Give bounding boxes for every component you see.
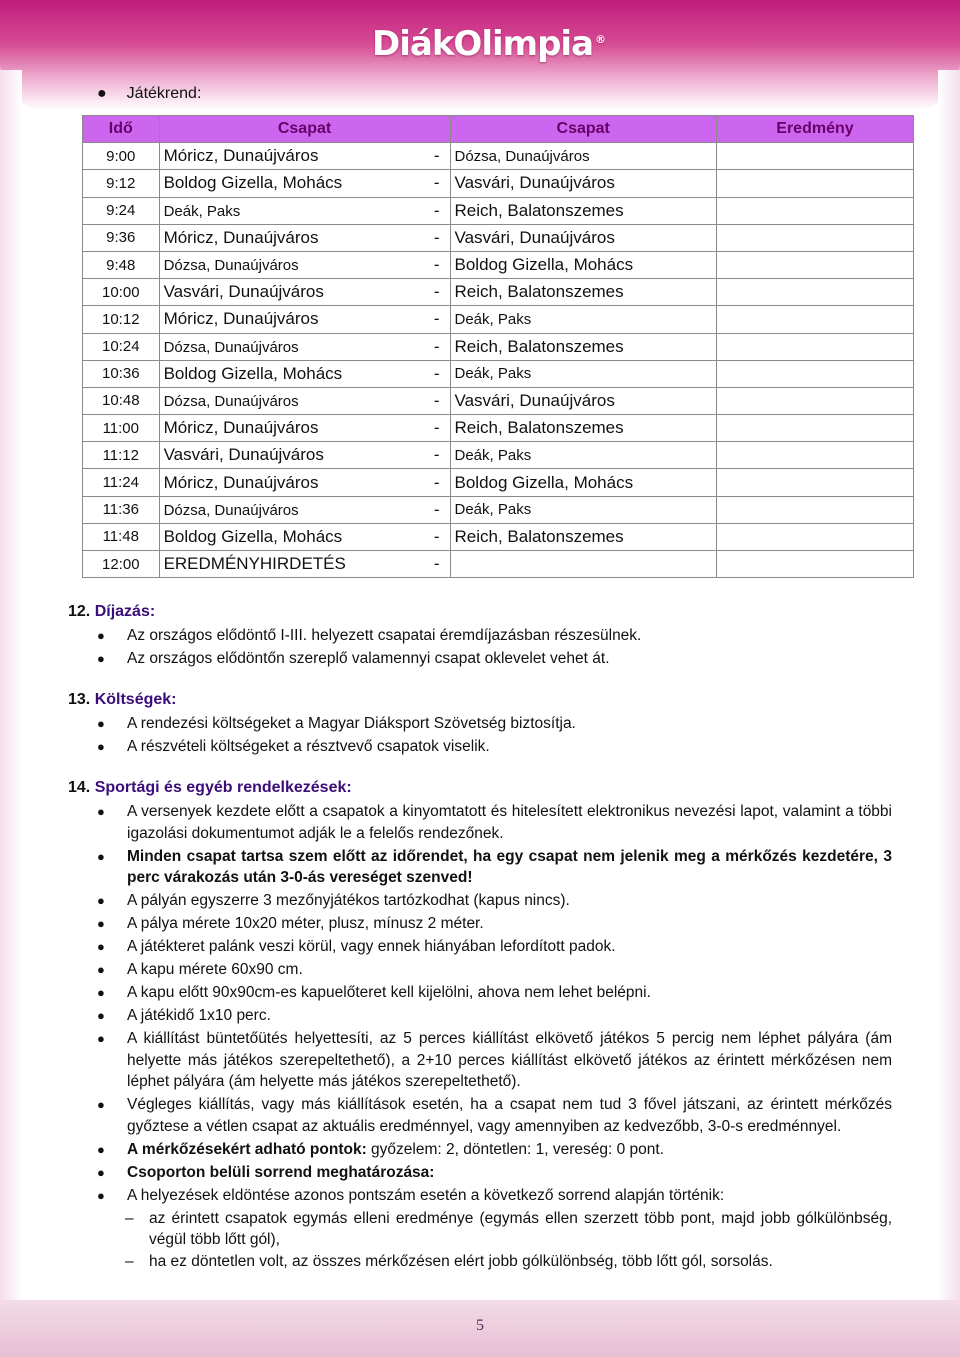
team2-cell: Reich, Balatonszemes <box>450 333 716 360</box>
list-item: ● A játékidő 1x10 perc. <box>97 1005 892 1027</box>
team2-cell: Reich, Balatonszemes <box>450 415 716 442</box>
list-item: ● A versenyek kezdete előtt a csapatok a kinyomtatott és hitelesített elektronikus nevezési lapot, valamint a többi igazolási dokumentumot adják le a felelős rendezőnek. <box>97 801 892 844</box>
result-cell <box>716 551 913 578</box>
vs-separator: - <box>433 526 440 546</box>
dash-marker: – <box>125 1252 134 1270</box>
vs-separator: - <box>433 472 440 492</box>
table-row <box>83 360 914 387</box>
right-border-shade <box>938 70 960 1300</box>
bullet-icon: ● <box>97 939 105 954</box>
time-cell: 11:48 <box>83 523 160 550</box>
result-cell <box>716 279 913 306</box>
bullet-icon: ● <box>97 1031 105 1046</box>
team1-cell <box>159 143 450 170</box>
table-row <box>83 306 914 333</box>
team1-name: Vasvári, Dunaújváros <box>163 445 324 465</box>
team1-name: Dózsa, Dunaújváros <box>163 338 299 356</box>
bullet-icon: ● <box>97 1008 105 1023</box>
sub-list-item: – ha ez döntetlen volt, az összes mérkőzésen elért jobb gólkülönbség, több lőtt gól, sorsolás. <box>125 1251 892 1273</box>
result-cell <box>716 251 913 278</box>
table-header-row <box>83 116 914 143</box>
time-cell: 11:36 <box>83 496 160 523</box>
dash-marker: – <box>125 1209 134 1227</box>
section-12-heading: 12. Díjazás: <box>68 603 156 620</box>
time-cell: 10:36 <box>83 360 160 387</box>
list-item: ● A helyezések eldöntése azonos pontszám esetén a következő sorrend alapján történik: <box>97 1185 892 1207</box>
time-cell: 9:48 <box>83 251 160 278</box>
team1-cell <box>159 306 450 333</box>
result-cell <box>716 333 913 360</box>
result-cell <box>716 360 913 387</box>
vs-separator: - <box>433 255 440 275</box>
time-cell: 10:24 <box>83 333 160 360</box>
team2-cell: Boldog Gizella, Mohács <box>450 251 716 278</box>
time-cell: 11:00 <box>83 415 160 442</box>
team1-cell <box>159 333 450 360</box>
team1-cell <box>159 523 450 550</box>
bullet-icon: ● <box>97 985 105 1000</box>
list-item: ● Végleges kiállítás, vagy más kiállítások esetén, ha a csapat nem tud 3 fővel játszani, az érintett mérkőzés győztese a vétlen csapat az aktuális eredménnyel, vagy amennyiben az kedvezőbb, 3-0-s eredménnyel. <box>97 1094 892 1137</box>
time-cell: 10:12 <box>83 306 160 333</box>
time-cell: 10:00 <box>83 279 160 306</box>
list-item: ● A kiállítást büntetőütés helyettesíti, az 5 perces kiállítást elkövető játékos 5 percig nem léphet pályára (ám helyette más játékos szerepeltethető), a 2+10 perces kiállítást elkövető játékos az érintett mérkőzésen nem léphet pályára (ám helyette más játékos szerepeltethető). <box>97 1028 892 1093</box>
section-13-list <box>97 713 892 759</box>
team2-cell: Deák, Paks <box>450 306 716 333</box>
team1-name: Boldog Gizella, Mohács <box>163 526 343 546</box>
result-cell <box>716 523 913 550</box>
team1-name: Móricz, Dunaújváros <box>163 418 319 438</box>
section-14-list <box>97 801 892 1272</box>
bullet-icon: ● <box>97 893 105 908</box>
bullet-icon: ● <box>97 716 105 731</box>
team1-cell <box>159 469 450 496</box>
bullet-icon: ● <box>97 739 105 754</box>
list-item: ● A részvételi költségeket a résztvevő csapatok viselik. <box>97 736 892 758</box>
vs-separator: - <box>433 146 440 166</box>
vs-separator: - <box>433 418 440 438</box>
result-cell <box>716 170 913 197</box>
vs-separator: - <box>433 499 440 519</box>
vs-separator: - <box>433 445 440 465</box>
list-item: ● A pályán egyszerre 3 mezőnyjátékos tartózkodhat (kapus nincs). <box>97 890 892 912</box>
team1-name: Vasvári, Dunaújváros <box>163 282 324 302</box>
result-cell <box>716 224 913 251</box>
team2-cell: Vasvári, Dunaújváros <box>450 170 716 197</box>
team1-cell <box>159 251 450 278</box>
table-row <box>83 224 914 251</box>
list-item: ● A kapu előtt 90x90cm-es kapuelőteret kell kijelölni, ahova nem lehet belépni. <box>97 982 892 1004</box>
bullet-icon: ● <box>97 1164 105 1180</box>
vs-separator: - <box>433 282 440 302</box>
list-item: ● A rendezési költségeket a Magyar Diáksport Szövetség biztosítja. <box>97 713 892 735</box>
page-number: 5 <box>476 1317 484 1334</box>
result-cell <box>716 469 913 496</box>
section-12-list <box>97 625 892 671</box>
schedule-body <box>83 143 914 578</box>
team1-name: Deák, Paks <box>163 202 241 220</box>
vs-separator: - <box>433 336 440 356</box>
schedule-table <box>82 115 914 578</box>
result-cell <box>716 197 913 224</box>
team2-cell <box>450 551 716 578</box>
team1-cell <box>159 496 450 523</box>
left-border-shade <box>0 70 22 1300</box>
bullet-icon: ● <box>97 962 105 977</box>
table-row <box>83 551 914 578</box>
team1-cell <box>159 360 450 387</box>
team1-cell <box>159 170 450 197</box>
diakolimpia-logo: DiákOlimpia ® <box>372 24 606 64</box>
table-row <box>83 496 914 523</box>
list-item: ● A pálya mérete 10x20 méter, plusz, mínusz 2 méter. <box>97 913 892 935</box>
team1-name: Móricz, Dunaújváros <box>163 227 319 247</box>
team2-cell: Dózsa, Dunaújváros <box>450 143 716 170</box>
header-result: Eredmény <box>716 116 913 143</box>
time-cell: 10:48 <box>83 387 160 414</box>
time-cell: 9:12 <box>83 170 160 197</box>
list-item: ● Az országos elődöntőn szereplő valamennyi csapat oklevelet vehet át. <box>97 648 892 670</box>
list-item: ● A mérkőzésekért adható pontok: győzelem: 2, döntetlen: 1, vereség: 0 pont. <box>97 1139 892 1161</box>
vs-separator: - <box>433 173 440 193</box>
header-team2: Csapat <box>450 116 716 143</box>
schedule-heading: ● Játékrend: <box>97 85 202 102</box>
result-cell <box>716 496 913 523</box>
result-cell <box>716 415 913 442</box>
table-row <box>83 170 914 197</box>
table-row <box>83 387 914 414</box>
team1-name: Móricz, Dunaújváros <box>163 309 319 329</box>
vs-separator: - <box>433 363 440 383</box>
bullet-icon: ● <box>97 916 105 931</box>
team1-cell <box>159 551 450 578</box>
header-team1: Csapat <box>159 116 450 143</box>
list-item: ● Csoporton belüli sorrend meghatározása: <box>97 1162 892 1184</box>
table-row <box>83 279 914 306</box>
list-item: ● Az országos elődöntő I-III. helyezett csapatai éremdíjazásban részesülnek. <box>97 625 892 647</box>
sub-list-item: – az érintett csapatok egymás elleni eredménye (egymás ellen szerzett több pont, majd jobb gólkülönbség, végül több lőtt gól), <box>125 1208 892 1251</box>
result-cell <box>716 306 913 333</box>
list-item: ● A kapu mérete 60x90 cm. <box>97 959 892 981</box>
team2-cell: Deák, Paks <box>450 360 716 387</box>
team1-name: Dózsa, Dunaújváros <box>163 257 299 275</box>
table-row <box>83 333 914 360</box>
bullet-icon: ● <box>97 1141 105 1157</box>
team1-name: Boldog Gizella, Mohács <box>163 173 343 193</box>
team2-cell: Reich, Balatonszemes <box>450 279 716 306</box>
result-cell <box>716 143 913 170</box>
time-cell: 11:24 <box>83 469 160 496</box>
team1-name: EREDMÉNYHIRDETÉS <box>163 554 346 574</box>
bullet-icon: ● <box>97 628 105 643</box>
result-cell <box>716 387 913 414</box>
vs-separator: - <box>433 309 440 329</box>
time-cell: 9:24 <box>83 197 160 224</box>
vs-separator: - <box>433 227 440 247</box>
team2-cell: Reich, Balatonszemes <box>450 197 716 224</box>
bullet-icon: ● <box>97 651 105 666</box>
vs-separator: - <box>433 554 440 574</box>
team1-name: Dózsa, Dunaújváros <box>163 501 299 519</box>
table-row <box>83 469 914 496</box>
table-row <box>83 143 914 170</box>
bullet-icon: ● <box>97 848 105 864</box>
team1-cell <box>159 197 450 224</box>
table-row <box>83 523 914 550</box>
team1-cell <box>159 387 450 414</box>
team1-cell <box>159 279 450 306</box>
time-cell: 11:12 <box>83 442 160 469</box>
bullet-icon: ● <box>97 1187 105 1203</box>
result-cell <box>716 442 913 469</box>
bullet-icon: ● <box>97 1097 105 1112</box>
team1-name: Móricz, Dunaújváros <box>163 472 319 492</box>
team2-cell: Boldog Gizella, Mohács <box>450 469 716 496</box>
team1-cell <box>159 415 450 442</box>
header-time: Idő <box>83 116 160 143</box>
bullet-icon: ● <box>97 804 105 819</box>
section-13-heading: 13. Költségek: <box>68 691 177 708</box>
team1-name: Boldog Gizella, Mohács <box>163 363 343 383</box>
list-item: ● Minden csapat tartsa szem előtt az időrendet, ha egy csapat nem jelenik meg a mérkőzés kezdetére, 3 perc várakozás után 3-0-ás vereséget szenved! <box>97 846 892 889</box>
section-14-heading: 14. Sportági és egyéb rendelkezések: <box>68 779 352 796</box>
list-item: ● A játékteret palánk veszi körül, vagy ennek hiányában lefordított padok. <box>97 936 892 958</box>
table-row <box>83 251 914 278</box>
table-row <box>83 415 914 442</box>
team1-name: Dózsa, Dunaújváros <box>163 392 299 410</box>
team2-cell: Vasvári, Dunaújváros <box>450 387 716 414</box>
table-row <box>83 442 914 469</box>
team2-cell: Vasvári, Dunaújváros <box>450 224 716 251</box>
team2-cell: Reich, Balatonszemes <box>450 523 716 550</box>
time-cell: 9:36 <box>83 224 160 251</box>
team1-cell <box>159 442 450 469</box>
table-row <box>83 197 914 224</box>
vs-separator: - <box>433 200 440 220</box>
time-cell: 12:00 <box>83 551 160 578</box>
time-cell: 9:00 <box>83 143 160 170</box>
team1-cell <box>159 224 450 251</box>
vs-separator: - <box>433 390 440 410</box>
team2-cell: Deák, Paks <box>450 442 716 469</box>
team1-name: Móricz, Dunaújváros <box>163 146 319 166</box>
bullet-icon: ● <box>97 85 107 102</box>
team2-cell: Deák, Paks <box>450 496 716 523</box>
